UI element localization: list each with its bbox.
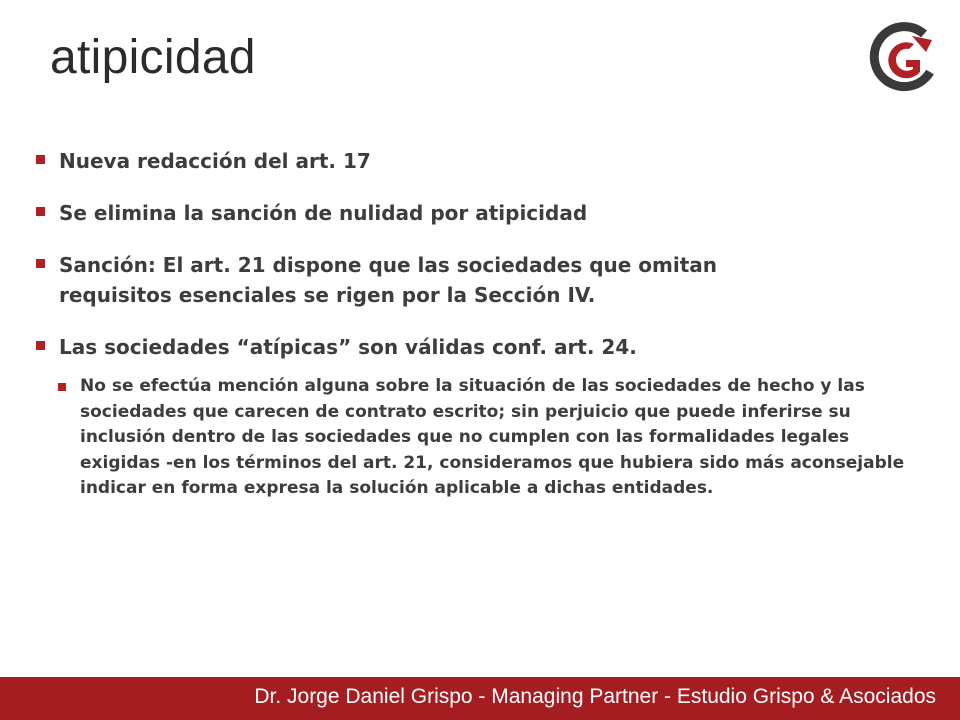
slide-title: atipicidad bbox=[50, 31, 256, 84]
square-bullet-icon bbox=[58, 383, 66, 391]
bullet-text: Sanción: El art. 21 dispone que las sociedades que omitan requisitos esenciales se rigen por la Sección IV. bbox=[59, 253, 718, 307]
bullet-item bbox=[36, 332, 916, 362]
bullet-item bbox=[36, 250, 916, 310]
grispo-logo-icon bbox=[868, 22, 940, 94]
footer-text: Dr. Jorge Daniel Grispo - Managing Partner - Estudio Grispo & Asociados bbox=[254, 685, 936, 708]
slide-content bbox=[36, 146, 916, 502]
square-bullet-icon bbox=[36, 259, 45, 268]
bullet-text: Se elimina la sanción de nulidad por atipicidad bbox=[59, 201, 588, 225]
square-bullet-icon bbox=[36, 155, 45, 164]
square-bullet-icon bbox=[36, 207, 45, 216]
bullet-text: Nueva redacción del art. 17 bbox=[59, 149, 371, 173]
footer-bar bbox=[0, 677, 960, 720]
bullet-text: Las sociedades “atípicas” son válidas conf. art. 24. bbox=[59, 335, 637, 359]
sub-bullet-item bbox=[58, 374, 916, 502]
bullet-item bbox=[36, 198, 916, 228]
sub-bullet-text: No se efectúa mención alguna sobre la situación de las sociedades de hecho y las sociedades que carecen de contrato escrito; sin perjuicio que puede inferirse su inclusión dentro de las sociedades que no cumplen con las formalidades legales exigidas -en los términos del art. 21, consideramos que hubiera sido más aconsejable indicar en forma expresa la solución aplicable a dichas entidades. bbox=[80, 376, 905, 498]
bullet-item bbox=[36, 146, 916, 176]
square-bullet-icon bbox=[36, 341, 45, 350]
